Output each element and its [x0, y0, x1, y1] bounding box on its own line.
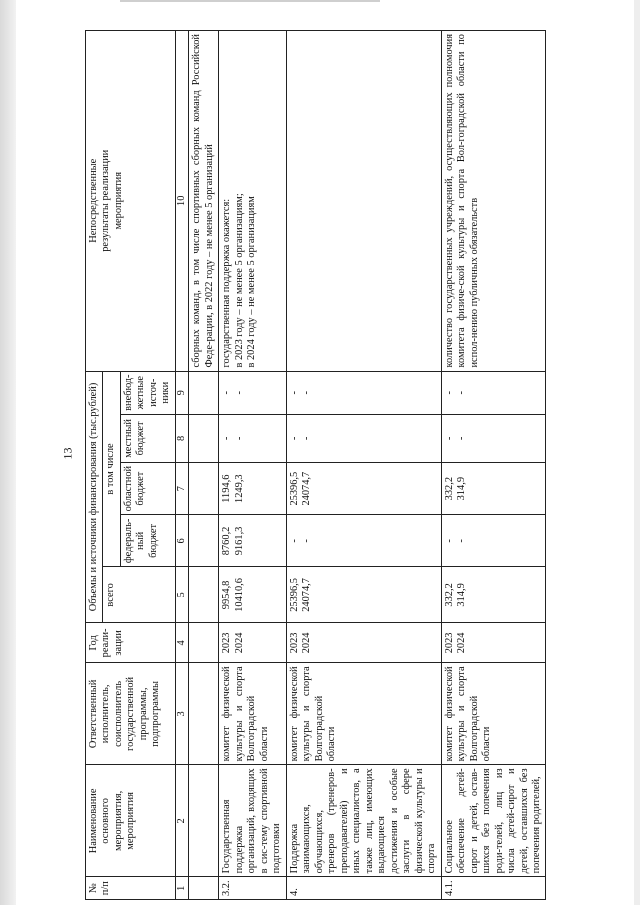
column-number: 9: [175, 371, 188, 414]
header-local: местный бюджет: [120, 414, 175, 462]
regional-value: [189, 462, 219, 515]
activity-name: Поддержка занимающихся, обучающихся, тренеров (тренеров-преподавателей) и иных специалистов, а также лиц, имеющих выдающиеся достижения и особые заслуги в сфере физической культуры и спорта: [286, 765, 441, 877]
column-number: 4: [175, 623, 188, 663]
local-value: [189, 414, 219, 462]
executor: комитет физической культуры и спорта Волгоградской области: [286, 663, 441, 765]
regional-value: 332,2 314,9: [441, 462, 546, 515]
total-value: 25396,5 24074,7: [286, 567, 441, 623]
rotated-table-container: [85, 30, 640, 900]
row-number: 3.2.: [219, 877, 286, 900]
total-value: 9954,8 10410,6: [219, 567, 286, 623]
total-value: [189, 567, 219, 623]
regional-value: 1194,6 1249,3: [219, 462, 286, 515]
years: 2023 2024: [286, 623, 441, 663]
column-number: 1: [175, 877, 188, 900]
header-activity-name: Наименование основного мероприятия, мероприятия: [86, 765, 176, 877]
result-text: [286, 31, 441, 372]
header-federal: федераль- ный бюджет: [120, 515, 175, 567]
column-number: 10: [175, 31, 188, 372]
extrabudget-value: - -: [219, 371, 286, 414]
column-number-row: [175, 31, 188, 900]
row-number: 4.1.: [441, 877, 546, 900]
extrabudget-value: [189, 371, 219, 414]
header-results: Непосредственные результаты реализации мероприятия: [86, 31, 176, 372]
local-value: - -: [219, 414, 286, 462]
scan-top-artifact: [120, 0, 380, 2]
total-value: 332,2 314,9: [441, 567, 546, 623]
local-value: - -: [441, 414, 546, 462]
program-activities-table: [85, 30, 546, 900]
header-executor: Ответственный исполнитель, соисполнитель государственной программы, подпрограммы: [86, 663, 176, 765]
table-row: [219, 31, 286, 900]
header-in-that-number: в том числе: [103, 371, 120, 567]
activity-name: Социальное обеспечение детей-сирот и детей, остав-шихся без попечения роди-телей, лиц из числа детей-сирот и детей, оставшихся без попечения родителей,: [441, 765, 546, 877]
row-number: 4.: [286, 877, 441, 900]
header-year: Год реали- зации: [86, 623, 176, 663]
years: 2023 2024: [219, 623, 286, 663]
years: [189, 623, 219, 663]
column-number: 6: [175, 515, 188, 567]
column-number: 8: [175, 414, 188, 462]
federal-value: [189, 515, 219, 567]
row-number: [189, 877, 219, 900]
header-total: всего: [103, 567, 175, 623]
table-row: [189, 31, 219, 900]
local-value: - -: [286, 414, 441, 462]
executor: [189, 663, 219, 765]
federal-value: 8760,2 9161,3: [219, 515, 286, 567]
regional-value: 25396,5 24074,7: [286, 462, 441, 515]
extrabudget-value: - -: [441, 371, 546, 414]
header-extrabudget: внебюд- жетные источ- ники: [120, 371, 175, 414]
executor: комитет физической культуры и спорта Волгоградской области: [219, 663, 286, 765]
federal-value: - -: [286, 515, 441, 567]
column-number: 3: [175, 663, 188, 765]
result-text: государственная поддержка окажется: в 2023 году – не менее 5 организациям; в 2024 году – не менее 5 организациям: [219, 31, 286, 372]
scan-left-edge: [0, 0, 16, 905]
column-number: 2: [175, 765, 188, 877]
years: 2023 2024: [441, 623, 546, 663]
activity-name: [189, 765, 219, 877]
result-text: количество государственных учреждений, осуществляющих полномочия комитета физиче-ской культуры и спорта Вол-гоградской области по испол-нению публичных обязательств: [441, 31, 546, 372]
executor: комитет физической культуры и спорта Волгоградской области: [441, 663, 546, 765]
header-funding-group: Объемы и источники финансирования (тыс.рублей): [86, 371, 103, 623]
page-number: 13: [60, 447, 75, 460]
column-number: 5: [175, 567, 188, 623]
header-row-1: [86, 31, 103, 900]
table-row: [441, 31, 546, 900]
federal-value: - -: [441, 515, 546, 567]
header-number: № п/п: [86, 877, 176, 900]
column-number: 7: [175, 462, 188, 515]
header-regional: областной бюджет: [120, 462, 175, 515]
table-row: [286, 31, 441, 900]
result-text: сборных команд, в том числе спортивных сборных команд Российской Феде-рации, в 2022 году – не менее 5 организаций: [189, 31, 219, 372]
extrabudget-value: - -: [286, 371, 441, 414]
activity-name: Государственная поддержка организаций, входящих в сис-тему спортивной подготовки: [219, 765, 286, 877]
